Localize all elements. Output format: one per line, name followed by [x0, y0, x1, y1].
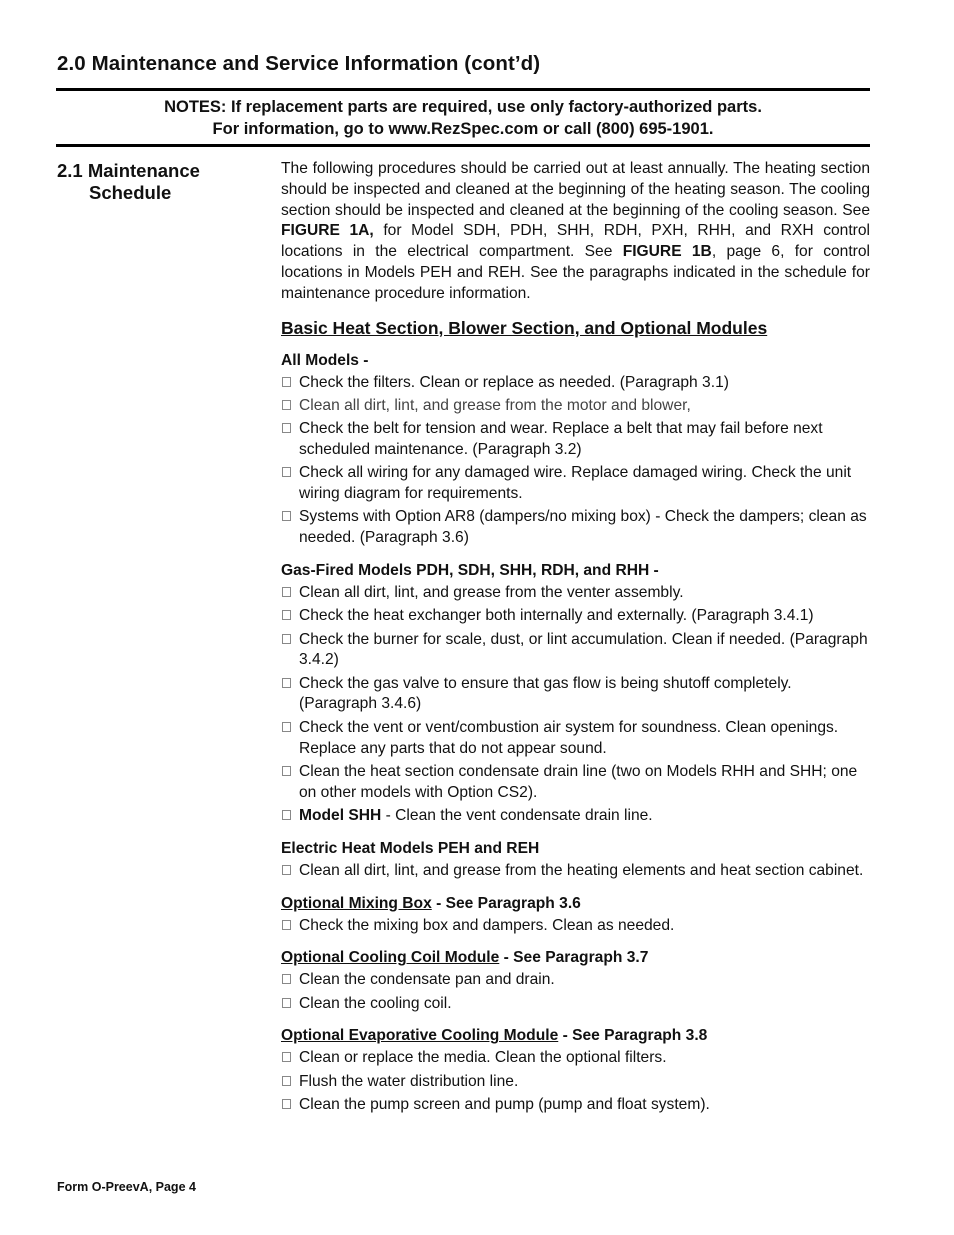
list-item-text: Clean all dirt, lint, and grease from the motor and blower,: [299, 396, 691, 414]
list-item: [281, 463, 870, 505]
list-item: [281, 419, 870, 461]
list-item: [281, 396, 870, 417]
list-item: [281, 762, 870, 804]
list-item: [281, 718, 870, 760]
list-item-text: Clean the pump screen and pump (pump and float system).: [299, 1096, 710, 1113]
list-item: [281, 861, 870, 882]
list-item-text: Check the heat exchanger both internally and externally. (Paragraph 3.4.1): [299, 607, 814, 625]
evaporative-heading-title: Optional Evaporative Cooling Module: [281, 1027, 559, 1045]
evaporative-heading-ref: - See Paragraph 3.8: [558, 1027, 708, 1045]
list-item-text: Check the vent or vent/combustion air system for soundness. Clean openings. Replace any parts that do not appear sound.: [299, 718, 839, 757]
page-footer: Form O-PreevA, Page 4: [57, 1180, 196, 1194]
electric-list: [281, 861, 870, 882]
electric-heading: Electric Heat Models PEH and REH: [281, 839, 540, 857]
list-item-text: Flush the water distribution line.: [299, 1072, 519, 1090]
notes-divider: [56, 144, 870, 147]
checkbox-icon: [282, 377, 291, 387]
list-item: [281, 583, 870, 604]
section-title-line-2: Schedule: [89, 182, 172, 203]
intro-text-3: , page 6, for control locations in Models PEH and REH. See the paragraphs indicated in the schedule for maintenance procedure information.: [281, 243, 870, 302]
cooling-coil-heading-ref: - See Paragraph 3.7: [499, 949, 649, 967]
notes-line-1: NOTES: If replacement parts are required, use only factory-authorized parts.: [164, 98, 762, 116]
list-item-text: Check the mixing box and dampers. Clean as needed.: [299, 916, 675, 934]
checkbox-icon: [282, 998, 291, 1008]
checkbox-icon: [282, 1076, 291, 1086]
gas-fired-list: [281, 583, 870, 827]
checkbox-icon: [282, 634, 291, 644]
page-header-title: 2.0 Maintenance and Service Information (cont’d): [57, 52, 541, 75]
list-item: [281, 1095, 870, 1116]
list-item: [281, 674, 870, 716]
figure-1a-ref: FIGURE 1A,: [281, 222, 374, 240]
all-models-list: [281, 373, 870, 549]
all-models-heading: All Models -: [281, 351, 369, 369]
checkbox-icon: [282, 920, 291, 930]
gas-fired-heading: Gas-Fired Models PDH, SDH, SHH, RDH, and RHH -: [281, 561, 659, 579]
list-item: [281, 994, 870, 1015]
list-item-text: Check the burner for scale, dust, or lint accumulation. Clean if needed. (Paragraph 3.4.2): [299, 630, 868, 669]
list-item-text: Systems with Option AR8 (dampers/no mixing box) - Check the dampers; clean as needed. (Paragraph 3.6): [299, 508, 867, 547]
list-item-text: Clean the condensate pan and drain.: [299, 971, 555, 989]
checkbox-icon: [282, 974, 291, 984]
list-item: [281, 1072, 870, 1093]
evaporative-heading: [281, 1025, 870, 1046]
subheading: Basic Heat Section, Blower Section, and Optional Modules: [281, 317, 768, 338]
cooling-coil-heading-title: Optional Cooling Coil Module: [281, 949, 500, 967]
list-item: [281, 373, 870, 394]
list-item-text: Clean all dirt, lint, and grease from the heating elements and heat section cabinet.: [299, 861, 864, 879]
section-content: [281, 159, 870, 1118]
notes-box: [56, 96, 870, 140]
checkbox-icon: [282, 810, 291, 820]
list-item-text: Clean the cooling coil.: [299, 994, 452, 1012]
list-item-text: Clean all dirt, lint, and grease from the venter assembly.: [299, 583, 684, 601]
intro-paragraph: [281, 159, 870, 305]
checkbox-icon: [282, 423, 291, 433]
checkbox-icon: [282, 610, 291, 620]
list-item: [281, 1048, 870, 1069]
list-item-text: Clean or replace the media. Clean the optional filters.: [299, 1049, 667, 1067]
notes-line-2: For information, go to www.RezSpec.com or call (800) 695-1901.: [212, 120, 714, 138]
section-title: [57, 160, 200, 204]
list-item: [281, 606, 870, 627]
list-item-text: Check the gas valve to ensure that gas flow is being shutoff completely. (Paragraph 3.4.6): [299, 674, 792, 713]
checkbox-icon: [282, 1099, 291, 1109]
mixing-box-heading-ref: - See Paragraph 3.6: [431, 894, 581, 912]
list-item-text: Clean the heat section condensate drain line (two on Models RHH and SHH; one on other models with Option CS2).: [299, 762, 858, 801]
intro-text-1: The following procedures should be carried out at least annually. The heating section should be inspected and cleaned at the beginning of the heating season. The cooling section should be inspected and cleaned at the beginning of the cooling season. See: [281, 160, 870, 219]
checkbox-icon: [282, 400, 291, 410]
list-item-text: - Clean the vent condensate drain line.: [381, 806, 653, 824]
mixing-box-list: [281, 916, 870, 937]
checkbox-icon: [282, 511, 291, 521]
cooling-coil-heading: [281, 947, 870, 968]
list-item: [281, 630, 870, 672]
figure-1b-ref: FIGURE 1B: [622, 243, 712, 261]
list-item-text: Check the filters. Clean or replace as needed. (Paragraph 3.1): [299, 373, 729, 391]
checkbox-icon: [282, 467, 291, 477]
list-item: [281, 507, 870, 549]
list-item: [281, 806, 870, 827]
intro-text-2: for Model SDH, PDH, SHH, RDH, PXH, RHH, and RXH control locations in the electrical compartment. See: [281, 222, 870, 261]
checkbox-icon: [282, 1052, 291, 1062]
mixing-box-heading-title: Optional Mixing Box: [281, 894, 432, 912]
checkbox-icon: [282, 722, 291, 732]
header-divider: [56, 88, 870, 91]
checkbox-icon: [282, 865, 291, 875]
cooling-coil-list: [281, 970, 870, 1014]
mixing-box-heading: [281, 893, 870, 914]
evaporative-list: [281, 1048, 870, 1115]
list-item: [281, 970, 870, 991]
list-item-text: Check all wiring for any damaged wire. Replace damaged wiring. Check the unit wiring diagram for requirements.: [299, 464, 852, 503]
list-item: [281, 916, 870, 937]
section-title-line-1: 2.1 Maintenance: [57, 160, 200, 181]
checkbox-icon: [282, 766, 291, 776]
model-shh-label: Model SHH: [299, 806, 382, 824]
checkbox-icon: [282, 587, 291, 597]
checkbox-icon: [282, 678, 291, 688]
list-item-text: Check the belt for tension and wear. Replace a belt that may fail before next scheduled maintenance. (Paragraph 3.2): [299, 420, 823, 458]
